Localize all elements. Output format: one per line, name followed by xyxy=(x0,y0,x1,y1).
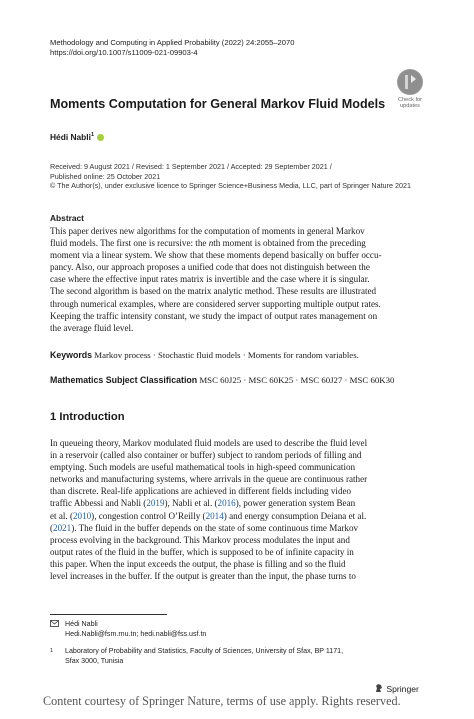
badge-line1: Check for xyxy=(398,97,422,103)
intro-line: this paper. When the input exceeds the output, the phase is filling and so the fluid xyxy=(50,558,346,569)
citation-link[interactable]: 2014 xyxy=(205,510,224,521)
check-for-updates-badge[interactable] xyxy=(393,69,427,125)
abstract-line: Keeping the traffic intensity constant, we study the impact of output rates management on xyxy=(50,310,378,321)
citation-link[interactable]: 2010 xyxy=(72,510,92,521)
abstract-line: the average fluid level. xyxy=(50,322,134,333)
subject-classification xyxy=(50,375,394,385)
keywords-text: Markov process · Stochastic fluid models · Moments for random variables. xyxy=(94,350,359,360)
check-updates-icon xyxy=(397,69,423,95)
paper-title: Moments Computation for General Markov Fluid Models xyxy=(50,97,386,111)
publisher-name: Springer xyxy=(386,684,419,694)
abstract-line: This paper derives new algorithms for the computation of moments in general Markov xyxy=(50,226,365,236)
affiliation xyxy=(50,647,343,667)
intro-line: In queueing theory, Markov modulated fluid models are used to describe the fluid level xyxy=(50,438,368,448)
citation-link[interactable]: 2019 xyxy=(146,498,165,509)
badge-line2: updates xyxy=(400,103,420,110)
journal-header xyxy=(50,38,294,58)
correspondence-name: Hédi Nabli xyxy=(65,620,98,628)
citation-link[interactable]: 2021 xyxy=(53,522,72,533)
intro-line: et al. (2010), congestion control O’Reilly (2014) and energy consumption Deiana et al. xyxy=(50,510,367,521)
correspondence xyxy=(50,620,206,640)
springer-logo xyxy=(374,683,419,694)
copyright-footer: Content courtesy of Springer Nature, terms of use apply. Rights reserved. xyxy=(43,694,401,708)
correspondence-emails[interactable]: Hedi.Nabli@fsm.rnu.tn; hedi.nabli@fss.usf.tn xyxy=(65,629,207,638)
author-name[interactable]: Hédi Nabli xyxy=(50,132,91,142)
orcid-icon[interactable] xyxy=(97,134,104,141)
abstract-line: The second algorithm is based on the matrix analytic method. These results are illustrated xyxy=(50,286,377,297)
intro-line: in a reservoir (called also container or buffer) subject to random periods of filling and xyxy=(50,450,362,461)
affiliation-number: 1 xyxy=(50,648,54,654)
abstract-heading: Abstract xyxy=(50,213,84,223)
springer-horse-icon xyxy=(374,683,384,693)
abstract-line: moment via a linear system. We show that these moments depend basically on buffer occu- xyxy=(50,250,382,261)
msc-label: Mathematics Subject Classification xyxy=(50,375,198,385)
doi-link[interactable]: https://doi.org/10.1007/s11009-021-09903-4 xyxy=(50,48,198,57)
footnote-divider xyxy=(50,614,167,615)
intro-line: level increases in the buffer. If the output is greater than the input, the phase turns to xyxy=(50,571,356,582)
intro-line: process evolving in the background. This Markov process modulates the input and xyxy=(50,534,350,545)
intro-line: output rates of the fluid in the buffer, which is supposed to be of infinite capacity in xyxy=(50,546,354,557)
abstract-line: pancy. Also, our approach proposes a unified code that does not distinguish between the xyxy=(50,262,370,273)
author-line xyxy=(50,132,104,142)
copyright-line: © The Author(s), under exclusive licence to Springer Science+Business Media, LLC, part of Springer Nature 2021 xyxy=(50,181,411,191)
author-affiliation-mark: 1 xyxy=(90,132,95,139)
intro-line: traffic Abbessi and Nabli (2019), Nabli et al. (2016), power generation system Bean xyxy=(50,498,356,509)
intro-line: networks and manufacturing systems, where arrivals in the queue are continuous rather xyxy=(50,474,368,485)
affiliation-line: Sfax 3000, Tunisia xyxy=(65,656,124,665)
introduction-text xyxy=(50,437,424,582)
section-heading: 1 Introduction xyxy=(50,411,125,423)
intro-line: emptying. Such models are useful mathematical tools in high-speed communication xyxy=(50,462,356,473)
dates-line: Received: 9 August 2021 / Revised: 1 September 2021 / Accepted: 29 September 2021 / xyxy=(50,162,332,171)
msc-text: MSC 60J25 · MSC 60K25 · MSC 60J27 · MSC 60K30 xyxy=(199,375,395,385)
journal-citation: Methodology and Computing in Applied Probability (2022) 24:2055–2070 xyxy=(50,38,295,47)
abstract-line: through numerical examples, where are considered server supporting multiple output rates. xyxy=(50,298,381,309)
intro-line: (2021). The fluid in the buffer depends on the state of some continuous time Markov xyxy=(50,522,359,533)
dates-line: Published online: 25 October 2021 xyxy=(50,171,161,181)
abstract-text xyxy=(50,225,424,334)
keywords-label: Keywords xyxy=(50,350,93,360)
keywords xyxy=(50,350,359,360)
intro-line: than discrete. Real-life applications are achieved in different fields including video xyxy=(50,486,352,497)
abstract-line: fluid models. The first one is recursive: the nth moment is obtained from the preceding xyxy=(50,238,366,249)
abstract-line: case where the effective input rates matrix is invertible and the case where it is singular. xyxy=(50,274,370,285)
citation-link[interactable]: 2016 xyxy=(217,498,236,509)
affiliation-line: Laboratory of Probability and Statistics, Faculty of Sciences, University of Sfax, BP 1171, xyxy=(65,647,344,655)
publication-history xyxy=(50,162,430,191)
